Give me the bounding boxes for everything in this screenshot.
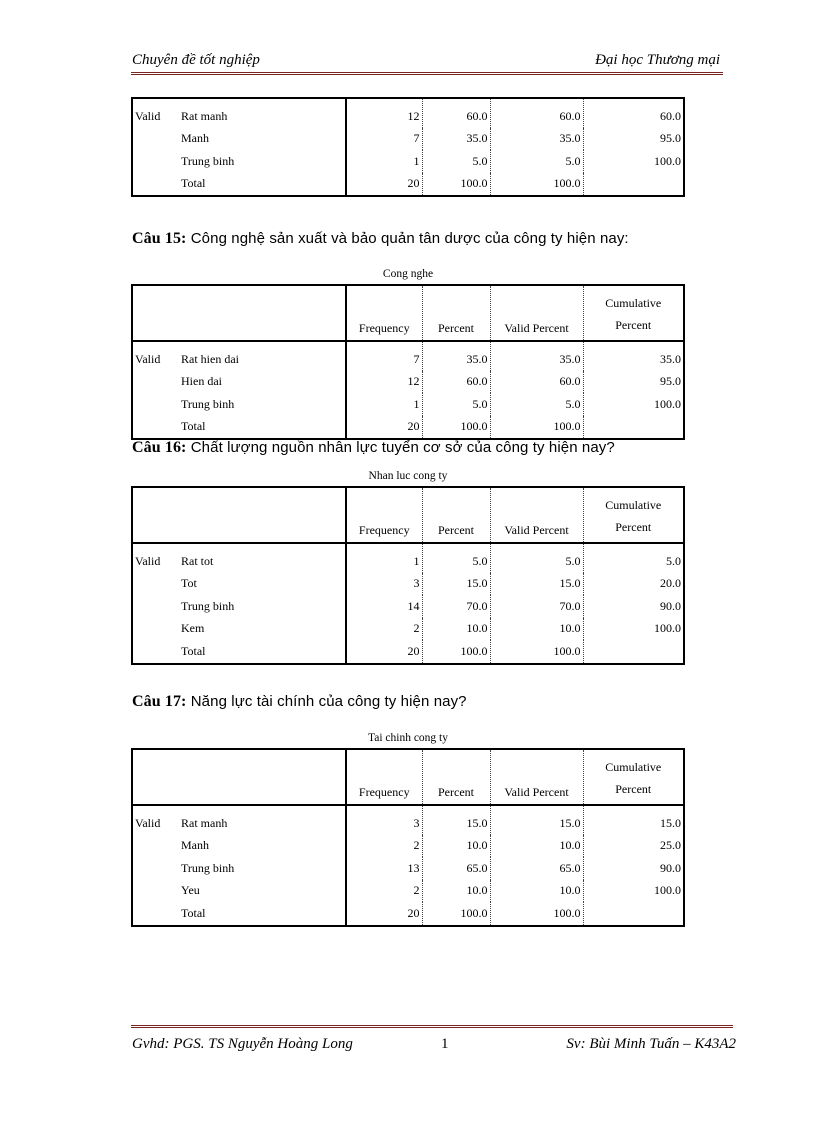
table-row — [132, 573, 684, 596]
row-label: Tot — [181, 576, 197, 591]
row-group — [132, 573, 179, 596]
valid-percent-cell: 70.0 — [490, 595, 583, 618]
page-number: 1 — [441, 1036, 449, 1052]
cumulative-percent-cell: 95.0 — [583, 371, 684, 394]
header-cumulative-percent — [583, 749, 684, 805]
table-row — [132, 371, 684, 394]
question-text: Công nghệ sản xuất và bảo quản tân dược của công ty hiện nay: — [186, 230, 629, 247]
percent-cell: 5.0 — [422, 150, 490, 173]
question-text: Năng lực tài chính của công ty hiện nay? — [186, 693, 467, 710]
row-group — [132, 640, 179, 664]
header-label: Valid Percent — [490, 487, 583, 543]
table-body — [132, 543, 684, 664]
cumulative-percent-cell: 5.0 — [583, 543, 684, 573]
footer-student: Sv: Bùi Minh Tuấn – K43A2 — [566, 1036, 736, 1052]
valid-percent-cell: 15.0 — [490, 573, 583, 596]
header-label: Percent — [615, 782, 652, 796]
row-label: Total — [181, 643, 206, 658]
frequency-cell: 20 — [346, 640, 422, 664]
cumulative-percent-cell: 60.0 — [583, 98, 684, 128]
percent-cell: 100.0 — [422, 173, 490, 197]
table-header — [132, 487, 684, 543]
header-title-left: Chuyên đề tốt nghiệp — [132, 52, 260, 68]
table-header — [132, 749, 684, 805]
table-row — [132, 618, 684, 641]
table-row — [132, 543, 684, 573]
header-label: Cumulative — [605, 498, 662, 512]
header-blank — [179, 487, 346, 543]
frequency-cell: 2 — [346, 618, 422, 641]
percent-cell: 70.0 — [422, 595, 490, 618]
valid-percent-cell: 60.0 — [490, 98, 583, 128]
row-group — [132, 595, 179, 618]
row-label: Trung binh — [181, 396, 235, 411]
valid-percent-cell: 65.0 — [490, 857, 583, 880]
table-row — [132, 393, 684, 416]
row-label: Hien dai — [181, 374, 222, 389]
row-label: Trung binh — [181, 860, 235, 875]
table-row — [132, 416, 684, 440]
table-nhan-luc — [131, 486, 685, 665]
table-header — [132, 285, 684, 341]
frequency-cell: 13 — [346, 857, 422, 880]
frequency-cell: 3 — [346, 573, 422, 596]
row-label: Trung binh — [181, 598, 235, 613]
valid-percent-cell: 35.0 — [490, 128, 583, 151]
percent-cell: 10.0 — [422, 618, 490, 641]
table-continued — [131, 97, 685, 197]
frequency-cell: 7 — [346, 341, 422, 371]
header-label: Cumulative — [605, 296, 662, 310]
valid-percent-cell: 10.0 — [490, 835, 583, 858]
question-number: Câu 15: — [132, 230, 187, 247]
frequency-cell: 2 — [346, 835, 422, 858]
row-label: Manh — [181, 838, 209, 853]
table-row — [132, 805, 684, 835]
valid-percent-cell: 10.0 — [490, 880, 583, 903]
table-row — [132, 98, 684, 128]
header-title-right: Đại học Thương mại — [595, 52, 720, 68]
cumulative-percent-cell: 95.0 — [583, 128, 684, 151]
table-row — [132, 857, 684, 880]
valid-percent-cell: 10.0 — [490, 618, 583, 641]
percent-cell: 5.0 — [422, 393, 490, 416]
cumulative-percent-cell — [583, 640, 684, 664]
question-number: Câu 16: — [132, 439, 187, 456]
percent-cell: 100.0 — [422, 416, 490, 440]
row-label: Kem — [181, 621, 205, 636]
footer-advisor: Gvhd: PGS. TS Nguyễn Hoàng Long — [132, 1036, 353, 1052]
row-group — [132, 902, 179, 926]
frequency-cell: 1 — [346, 543, 422, 573]
percent-cell: 60.0 — [422, 98, 490, 128]
header-row — [132, 487, 684, 543]
question-15 — [132, 230, 629, 248]
valid-percent-cell: 5.0 — [490, 393, 583, 416]
valid-percent-cell: 5.0 — [490, 543, 583, 573]
percent-cell: 35.0 — [422, 341, 490, 371]
question-number: Câu 17: — [132, 693, 187, 710]
percent-cell: 60.0 — [422, 371, 490, 394]
footer-rule — [131, 1025, 733, 1028]
header-label: Cumulative — [605, 760, 662, 774]
cumulative-percent-cell: 90.0 — [583, 857, 684, 880]
row-group: Valid — [135, 553, 161, 568]
row-group — [132, 371, 179, 394]
header-cumulative-percent — [583, 487, 684, 543]
table-row — [132, 341, 684, 371]
frequency-cell: 20 — [346, 416, 422, 440]
row-label: Rat tot — [181, 553, 214, 568]
percent-cell: 65.0 — [422, 857, 490, 880]
table-caption-tai-chinh: Tai chinh cong ty — [368, 732, 448, 744]
frequency-cell: 12 — [346, 371, 422, 394]
valid-percent-cell: 100.0 — [490, 902, 583, 926]
cumulative-percent-cell: 15.0 — [583, 805, 684, 835]
frequency-cell: 20 — [346, 173, 422, 197]
row-label: Total — [181, 419, 206, 434]
row-label: Rat hien dai — [181, 351, 239, 366]
question-text: Chất lượng nguồn nhân lực tuyển cơ sở của công ty hiện nay? — [186, 439, 615, 456]
header-row — [132, 285, 684, 341]
valid-percent-cell: 100.0 — [490, 640, 583, 664]
frequency-cell: 12 — [346, 98, 422, 128]
row-group — [132, 393, 179, 416]
header-label: Percent — [422, 749, 490, 805]
header-label: Percent — [422, 285, 490, 341]
header-label: Frequency — [346, 749, 422, 805]
percent-cell: 35.0 — [422, 128, 490, 151]
valid-percent-cell: 35.0 — [490, 341, 583, 371]
percent-cell: 15.0 — [422, 573, 490, 596]
cumulative-percent-cell — [583, 173, 684, 197]
row-group — [132, 835, 179, 858]
row-label: Rat manh — [181, 815, 228, 830]
table-body — [132, 98, 684, 196]
cumulative-percent-cell: 100.0 — [583, 618, 684, 641]
frequency-cell: 7 — [346, 128, 422, 151]
percent-cell: 100.0 — [422, 640, 490, 664]
valid-percent-cell: 15.0 — [490, 805, 583, 835]
header-rule — [131, 72, 723, 75]
table-cong-nghe — [131, 284, 685, 440]
percent-cell: 15.0 — [422, 805, 490, 835]
header-blank — [179, 285, 346, 341]
frequency-cell: 3 — [346, 805, 422, 835]
row-label: Total — [181, 176, 206, 191]
frequency-cell: 1 — [346, 393, 422, 416]
question-17 — [132, 693, 467, 711]
header-label: Valid Percent — [490, 285, 583, 341]
valid-percent-cell: 60.0 — [490, 371, 583, 394]
frequency-cell: 2 — [346, 880, 422, 903]
percent-cell: 10.0 — [422, 835, 490, 858]
row-label: Yeu — [181, 883, 200, 898]
valid-percent-cell: 100.0 — [490, 416, 583, 440]
header-label: Percent — [422, 487, 490, 543]
table-caption-cong-nghe: Cong nghe — [382, 268, 434, 280]
cumulative-percent-cell: 25.0 — [583, 835, 684, 858]
row-group — [132, 416, 179, 440]
cumulative-percent-cell: 20.0 — [583, 573, 684, 596]
row-label: Total — [181, 905, 206, 920]
cumulative-percent-cell: 90.0 — [583, 595, 684, 618]
cumulative-percent-cell: 100.0 — [583, 150, 684, 173]
row-label: Rat manh — [181, 108, 228, 123]
percent-cell: 5.0 — [422, 543, 490, 573]
header-blank — [132, 487, 179, 543]
row-group: Valid — [135, 108, 161, 123]
percent-cell: 10.0 — [422, 880, 490, 903]
row-group — [132, 618, 179, 641]
cumulative-percent-cell: 100.0 — [583, 393, 684, 416]
header-blank — [132, 285, 179, 341]
header-label: Percent — [615, 318, 652, 332]
table-tai-chinh — [131, 748, 685, 927]
table-row — [132, 640, 684, 664]
question-16 — [132, 439, 615, 457]
table-row — [132, 902, 684, 926]
frequency-cell: 1 — [346, 150, 422, 173]
header-blank — [179, 749, 346, 805]
row-group — [132, 150, 179, 173]
cumulative-percent-cell — [583, 902, 684, 926]
table-row — [132, 128, 684, 151]
frequency-cell: 14 — [346, 595, 422, 618]
table-row — [132, 880, 684, 903]
row-group — [132, 880, 179, 903]
row-group: Valid — [135, 351, 161, 366]
row-label: Manh — [181, 131, 209, 146]
row-group — [132, 857, 179, 880]
table-row — [132, 835, 684, 858]
valid-percent-cell: 5.0 — [490, 150, 583, 173]
header-label: Valid Percent — [490, 749, 583, 805]
table-row — [132, 150, 684, 173]
header-cumulative-percent — [583, 285, 684, 341]
percent-cell: 100.0 — [422, 902, 490, 926]
table-caption-nhan-luc: Nhan luc cong ty — [368, 470, 448, 482]
table-row — [132, 595, 684, 618]
cumulative-percent-cell: 100.0 — [583, 880, 684, 903]
table-body — [132, 341, 684, 439]
header-label: Percent — [615, 520, 652, 534]
header-label: Frequency — [346, 487, 422, 543]
row-group — [132, 128, 179, 151]
row-group — [132, 173, 179, 197]
cumulative-percent-cell — [583, 416, 684, 440]
table-body — [132, 805, 684, 926]
header-label: Frequency — [346, 285, 422, 341]
row-label: Trung binh — [181, 153, 235, 168]
cumulative-percent-cell: 35.0 — [583, 341, 684, 371]
header-blank — [132, 749, 179, 805]
row-group: Valid — [135, 815, 161, 830]
header-row — [132, 749, 684, 805]
frequency-cell: 20 — [346, 902, 422, 926]
valid-percent-cell: 100.0 — [490, 173, 583, 197]
table-row — [132, 173, 684, 197]
